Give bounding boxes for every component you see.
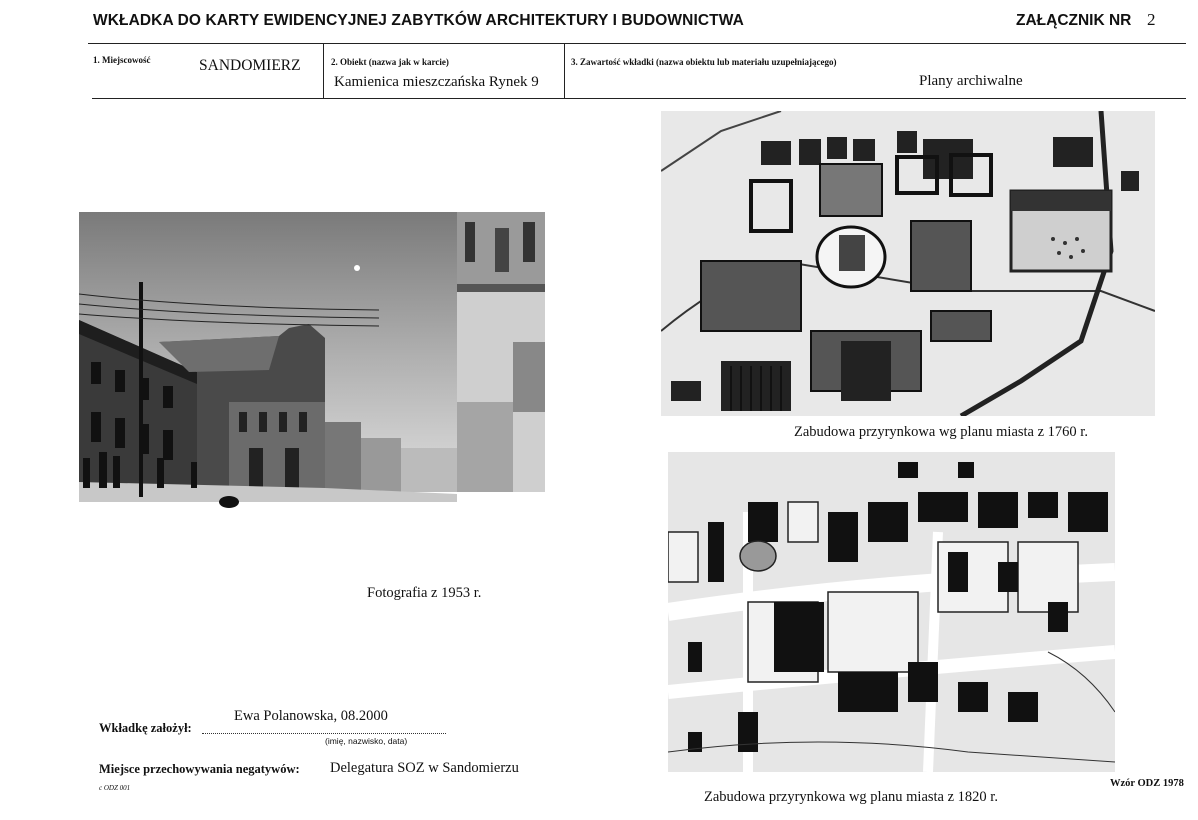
locality-value: SANDOMIERZ [199,57,301,74]
form-template: Wzór ODZ 1978 [1110,778,1184,789]
map-1820-caption: Zabudowa przyrynkowa wg planu miasta z 1820 r. [704,789,998,805]
annex-number: 2 [1147,10,1156,29]
annex-label: ZAŁĄCZNIK NR [1016,12,1132,29]
contents-label: 3. Zawartość wkładki (nazwa obiektu lub materiału uzupełniającego) [571,57,837,67]
historic-photo-1953 [79,212,545,532]
founded-label: Wkładkę założył: [99,721,192,735]
founded-dotted-line [202,733,446,734]
field-divider-2 [564,44,565,98]
header-top-rule [88,43,1186,44]
founded-hint: (imię, nazwisko, data) [325,736,408,746]
storage-label: Miejsce przechowywania negatywów: [99,762,300,776]
city-plan-1820 [668,452,1115,772]
locality-label: 1. Miejscowość [93,55,151,65]
founded-value: Ewa Polanowska, 08.2000 [234,708,388,724]
field-divider-1 [323,44,324,98]
object-label: 2. Obiekt (nazwa jak w karcie) [331,57,449,67]
map-1760-caption: Zabudowa przyrynkowa wg planu miasta z 1760 r. [794,424,1088,440]
object-value: Kamienica mieszczańska Rynek 9 [334,74,539,90]
storage-value: Delegatura SOZ w Sandomierzu [330,760,519,776]
form-code: c ODZ 001 [99,784,131,792]
photo-caption: Fotografia z 1953 r. [367,585,482,601]
header-bottom-rule [92,98,1186,99]
city-plan-1760 [661,111,1155,416]
document-title: WKŁADKA DO KARTY EWIDENCYJNEJ ZABYTKÓW ARCHITEKTURY I BUDOWNICTWA [93,12,744,29]
contents-value: Plany archiwalne [919,73,1023,89]
